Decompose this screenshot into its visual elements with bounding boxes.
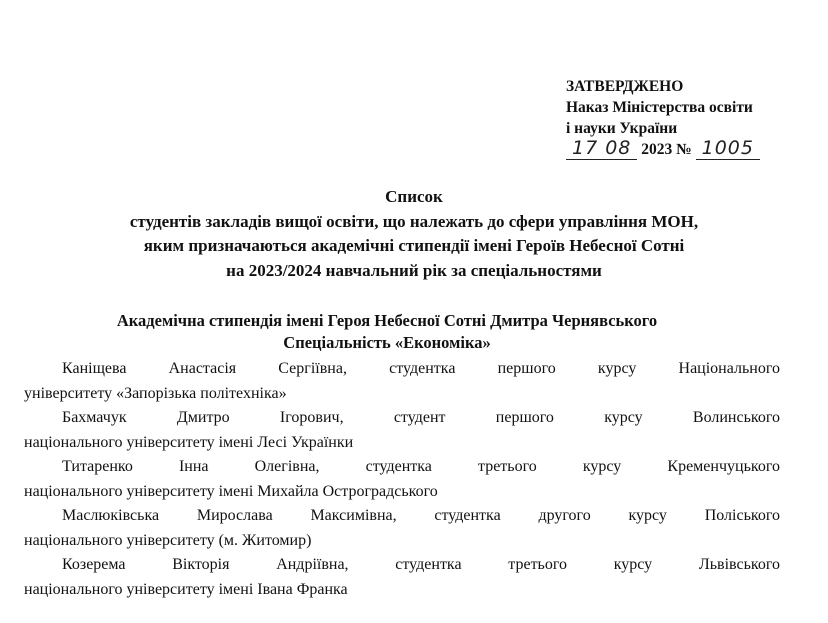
approval-heading: ЗАТВЕРДЖЕНО	[566, 78, 684, 95]
list-item	[24, 504, 780, 553]
specialty-name: Спеціальність «Економіка»	[283, 333, 491, 352]
handwritten-order-number: 1005	[696, 137, 760, 160]
approval-date-number-row	[566, 139, 760, 160]
list-item-line-1: Бахмачук Дмитро Ігорович, студент першого курсу Волинського	[62, 409, 780, 426]
title-line-2: студентів закладів вищої освіти, що належать до сфери управління МОН,	[129, 211, 699, 231]
title-line-3: яким призначаються академічні стипендії імені Героїв Небесної Сотні	[143, 236, 685, 255]
title-line-1: Список	[385, 187, 443, 206]
section-heading	[22, 310, 752, 354]
list-item	[24, 357, 780, 406]
title-line-4: на 2023/2024 навчальний рік за спеціальностями	[226, 260, 602, 280]
list-item-line-2: національного університету імені Лесі Українки	[24, 433, 354, 451]
list-item-line-1: Каніщева Анастасія Сергіївна, студентка першого курсу Національного	[62, 360, 780, 377]
student-list	[24, 357, 780, 602]
approval-order-line: Наказ Міністерства освіти	[566, 99, 753, 116]
list-item-line-1: Маслюківська Мирослава Максимівна, студентка другого курсу Поліського	[62, 507, 780, 524]
list-item-line-2: університету «Запорізька політехніка»	[24, 384, 287, 402]
handwritten-date: 17 08	[566, 137, 637, 160]
list-item	[24, 406, 780, 455]
list-item-line-1: Козерема Вікторія Андріївна, студентка третього курсу Львівського	[62, 556, 780, 573]
list-item	[24, 553, 780, 602]
approval-ministry-line: і науки України	[566, 120, 678, 137]
list-item	[24, 455, 780, 504]
list-item-line-2: національного університету імені Івана Франка	[24, 580, 348, 598]
list-item-line-2: національного університету (м. Житомир)	[24, 531, 312, 549]
approval-stamp	[566, 76, 760, 160]
approval-year-number-label: 2023 №	[641, 141, 692, 158]
scholarship-name: Академічна стипендія імені Героя Небесної Сотні Дмитра Чернявського	[116, 311, 658, 330]
document-title	[0, 185, 828, 283]
list-item-line-1: Титаренко Інна Олегівна, студентка третього курсу Кременчуцького	[62, 458, 780, 475]
list-item-line-2: національного університету імені Михайла Остроградського	[24, 482, 438, 500]
